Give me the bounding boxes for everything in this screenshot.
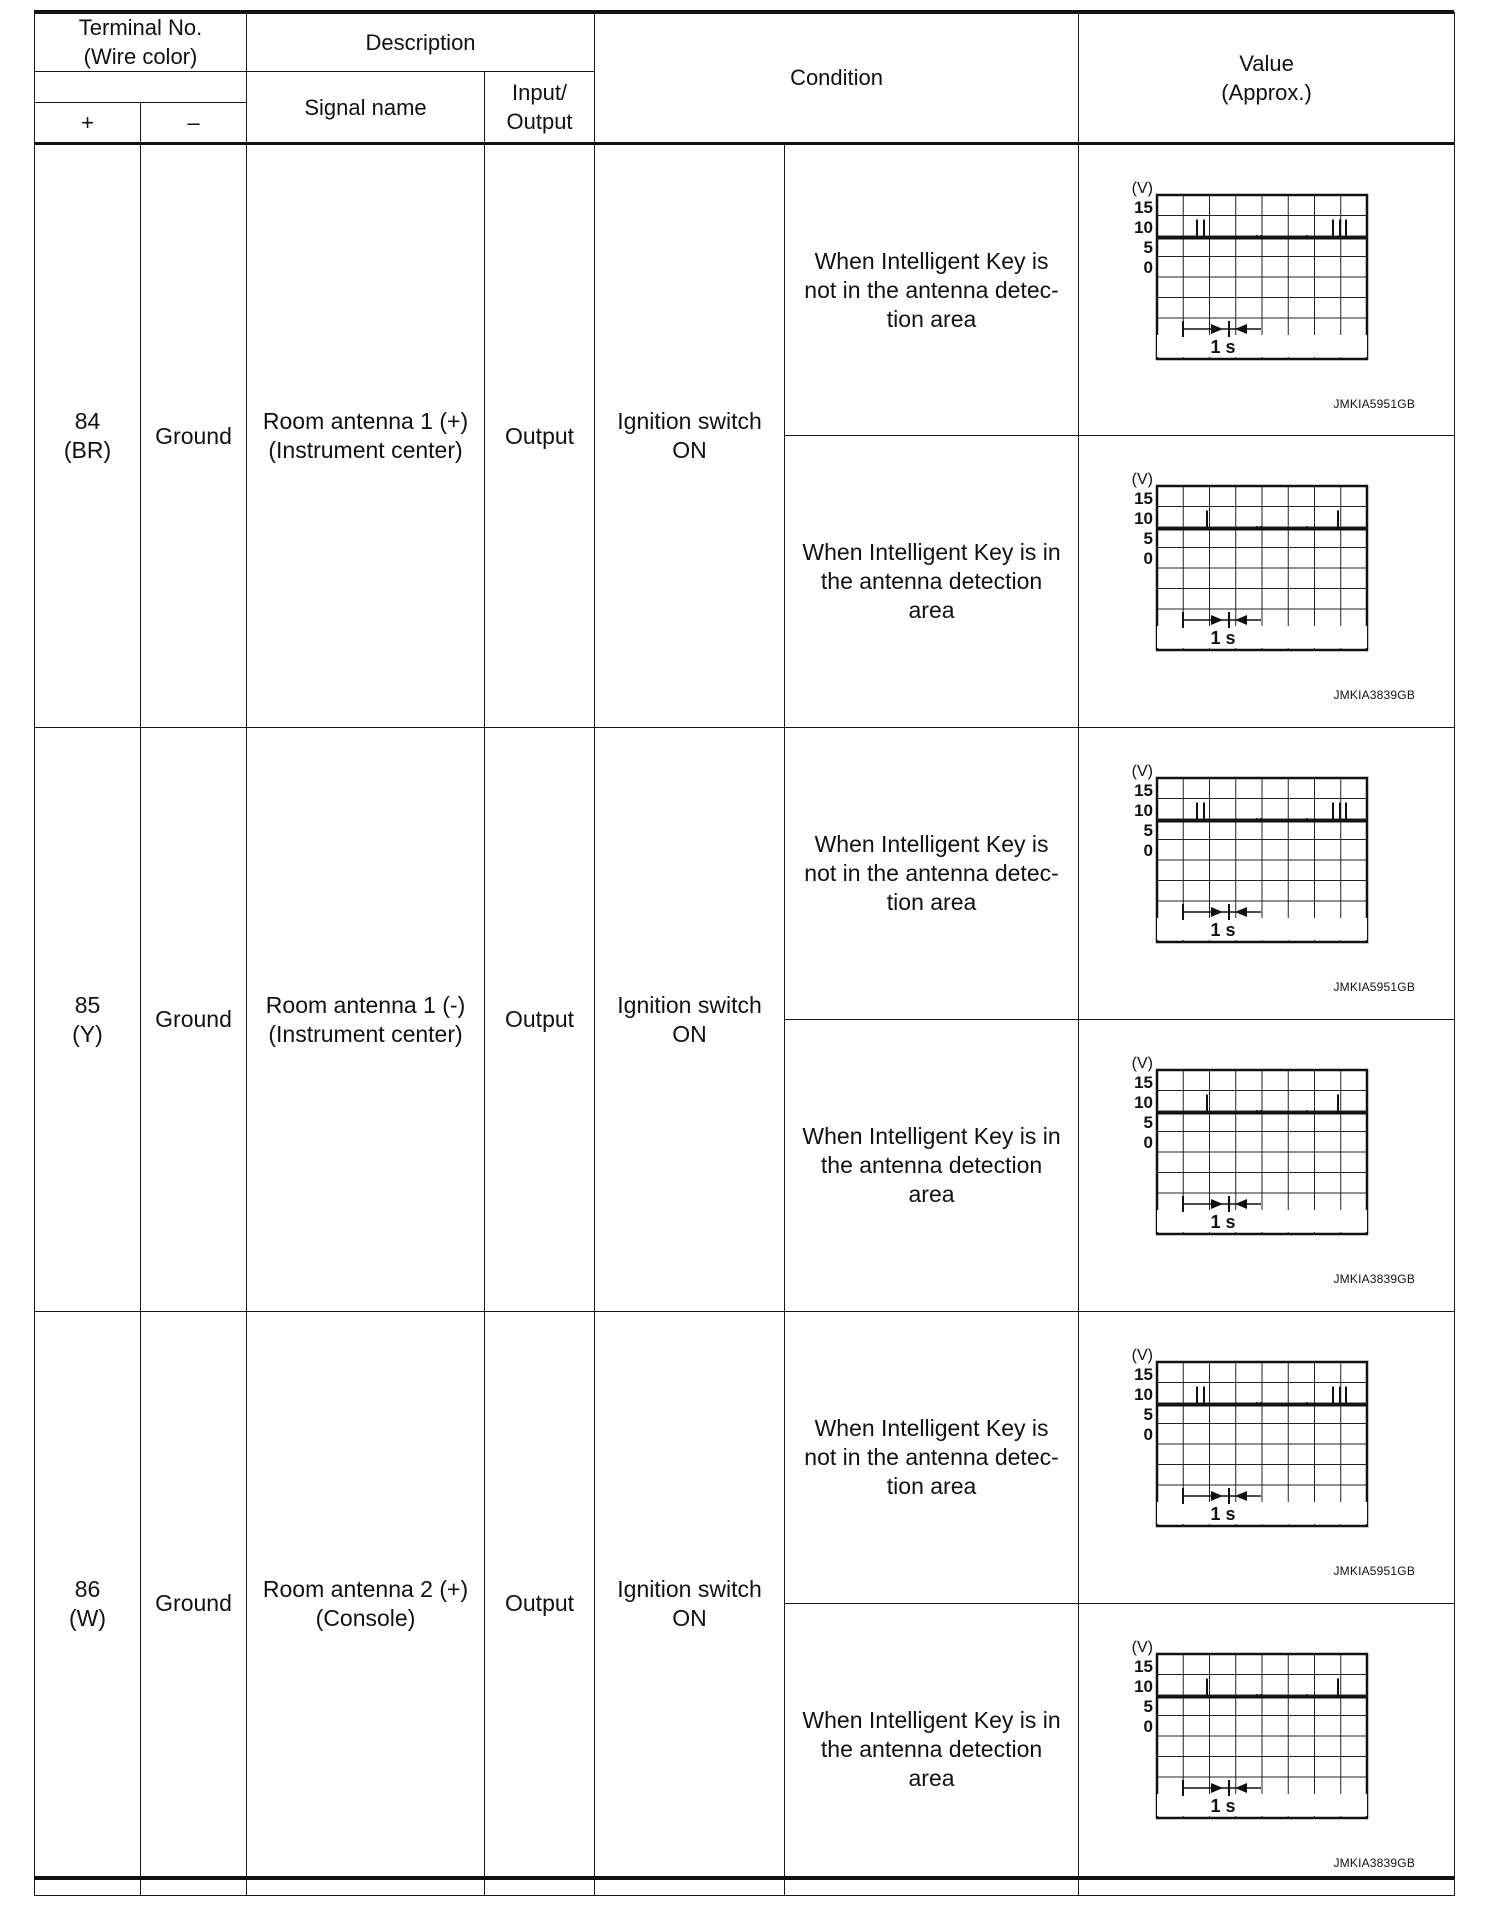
axis-tick-label: 0 bbox=[1143, 549, 1154, 568]
axis-tick-label: 5 bbox=[1143, 238, 1154, 257]
state-condition-cell: When Intelligent Key is in the antenna detection area bbox=[785, 1020, 1079, 1312]
header-plus: + bbox=[35, 103, 141, 144]
time-label-bg bbox=[1157, 1210, 1367, 1232]
value-waveform-cell bbox=[1079, 1312, 1455, 1604]
time-label-bg bbox=[1157, 335, 1367, 357]
terminal-cell: 86 (W) bbox=[35, 1312, 141, 1896]
axis-tick-label: 5 bbox=[1143, 821, 1154, 840]
axis-tick-label: 0 bbox=[1143, 1425, 1154, 1444]
header-condition: Condition bbox=[595, 13, 1079, 144]
oscilloscope-figure bbox=[1079, 145, 1445, 437]
terminal-cell: 84 (BR) bbox=[35, 144, 141, 728]
state-condition-cell: When Intelligent Key is not in the antenna detec- tion area bbox=[785, 1312, 1079, 1604]
oscilloscope-figure bbox=[1079, 1604, 1445, 1896]
terminal-cell: 85 (Y) bbox=[35, 728, 141, 1312]
axis-tick-label: 5 bbox=[1143, 529, 1154, 548]
header-signal-name: Signal name bbox=[247, 72, 485, 144]
condition-cell: Ignition switch ON bbox=[595, 1312, 785, 1896]
axis-tick-label: 0 bbox=[1143, 841, 1154, 860]
value-waveform-cell bbox=[1079, 436, 1455, 728]
ground-cell: Ground bbox=[141, 728, 247, 1312]
figure-code: JMKIA3839GB bbox=[1333, 1272, 1416, 1286]
ground-cell: Ground bbox=[141, 1312, 247, 1896]
axis-tick-label: 5 bbox=[1143, 1697, 1154, 1716]
axis-tick-label: 0 bbox=[1143, 1133, 1154, 1152]
oscilloscope-figure bbox=[1079, 728, 1445, 1020]
figure-code: JMKIA5951GB bbox=[1333, 397, 1416, 411]
table-body bbox=[35, 144, 1455, 1896]
axis-tick-label: 10 bbox=[1134, 1385, 1154, 1404]
figure-code: JMKIA5951GB bbox=[1333, 1564, 1416, 1578]
terminal-table bbox=[34, 12, 1455, 1896]
axis-tick-label: 0 bbox=[1143, 1717, 1154, 1736]
axis-tick-label: (V) bbox=[1131, 1639, 1154, 1656]
axis-tick-label: (V) bbox=[1131, 180, 1154, 197]
time-label: 1 s bbox=[1210, 628, 1236, 648]
figure-code: JMKIA3839GB bbox=[1333, 688, 1416, 702]
bottom-rule bbox=[34, 1876, 1454, 1880]
state-condition-cell: When Intelligent Key is not in the antenna detec- tion area bbox=[785, 728, 1079, 1020]
condition-cell: Ignition switch ON bbox=[595, 728, 785, 1312]
time-label-bg bbox=[1157, 1502, 1367, 1524]
time-label: 1 s bbox=[1210, 1796, 1236, 1816]
time-label: 1 s bbox=[1210, 1212, 1236, 1232]
header-terminal-spacer bbox=[35, 72, 247, 103]
signal-name-cell: Room antenna 1 (-) (Instrument center) bbox=[247, 728, 485, 1312]
axis-tick-label: 10 bbox=[1134, 509, 1154, 528]
header-terminal: Terminal No. (Wire color) bbox=[35, 13, 247, 72]
axis-tick-label: (V) bbox=[1131, 1347, 1154, 1364]
axis-tick-label: 15 bbox=[1134, 489, 1154, 508]
time-label: 1 s bbox=[1210, 1504, 1236, 1524]
axis-tick-label: 10 bbox=[1134, 801, 1154, 820]
ground-cell: Ground bbox=[141, 144, 247, 728]
condition-cell: Ignition switch ON bbox=[595, 144, 785, 728]
oscilloscope-figure bbox=[1079, 1312, 1445, 1604]
value-waveform-cell bbox=[1079, 1020, 1455, 1312]
axis-tick-label: 10 bbox=[1134, 1093, 1154, 1112]
figure-code: JMKIA3839GB bbox=[1333, 1856, 1416, 1870]
table-row bbox=[35, 144, 1455, 436]
state-condition-cell: When Intelligent Key is in the antenna detection area bbox=[785, 436, 1079, 728]
signal-name-cell: Room antenna 2 (+) (Console) bbox=[247, 1312, 485, 1896]
signal-name-cell: Room antenna 1 (+) (Instrument center) bbox=[247, 144, 485, 728]
header-description: Description bbox=[247, 13, 595, 72]
time-label-bg bbox=[1157, 626, 1367, 648]
value-waveform-cell bbox=[1079, 1604, 1455, 1896]
axis-tick-label: 15 bbox=[1134, 1365, 1154, 1384]
header-minus: – bbox=[141, 103, 247, 144]
axis-tick-label: (V) bbox=[1131, 1055, 1154, 1072]
time-label: 1 s bbox=[1210, 337, 1236, 357]
axis-tick-label: 15 bbox=[1134, 1657, 1154, 1676]
axis-tick-label: 10 bbox=[1134, 1677, 1154, 1696]
state-condition-cell: When Intelligent Key is not in the antenna detec- tion area bbox=[785, 144, 1079, 436]
table-row bbox=[35, 728, 1455, 1020]
axis-tick-label: 5 bbox=[1143, 1113, 1154, 1132]
axis-tick-label: 15 bbox=[1134, 198, 1154, 217]
axis-tick-label: 10 bbox=[1134, 218, 1154, 237]
table-row bbox=[35, 1312, 1455, 1604]
header-io: Input/ Output bbox=[485, 72, 595, 144]
time-label-bg bbox=[1157, 1794, 1367, 1816]
figure-code: JMKIA5951GB bbox=[1333, 980, 1416, 994]
header-value: Value (Approx.) bbox=[1079, 13, 1455, 144]
axis-tick-label: (V) bbox=[1131, 471, 1154, 488]
axis-tick-label: 15 bbox=[1134, 1073, 1154, 1092]
time-label-bg bbox=[1157, 918, 1367, 940]
state-condition-cell: When Intelligent Key is in the antenna detection area bbox=[785, 1604, 1079, 1896]
oscilloscope-figure bbox=[1079, 1020, 1445, 1312]
time-label: 1 s bbox=[1210, 920, 1236, 940]
axis-tick-label: (V) bbox=[1131, 763, 1154, 780]
io-cell: Output bbox=[485, 728, 595, 1312]
axis-tick-label: 0 bbox=[1143, 258, 1154, 277]
value-waveform-cell bbox=[1079, 728, 1455, 1020]
io-cell: Output bbox=[485, 1312, 595, 1896]
axis-tick-label: 15 bbox=[1134, 781, 1154, 800]
io-cell: Output bbox=[485, 144, 595, 728]
axis-tick-label: 5 bbox=[1143, 1405, 1154, 1424]
value-waveform-cell bbox=[1079, 144, 1455, 436]
oscilloscope-figure bbox=[1079, 436, 1445, 728]
